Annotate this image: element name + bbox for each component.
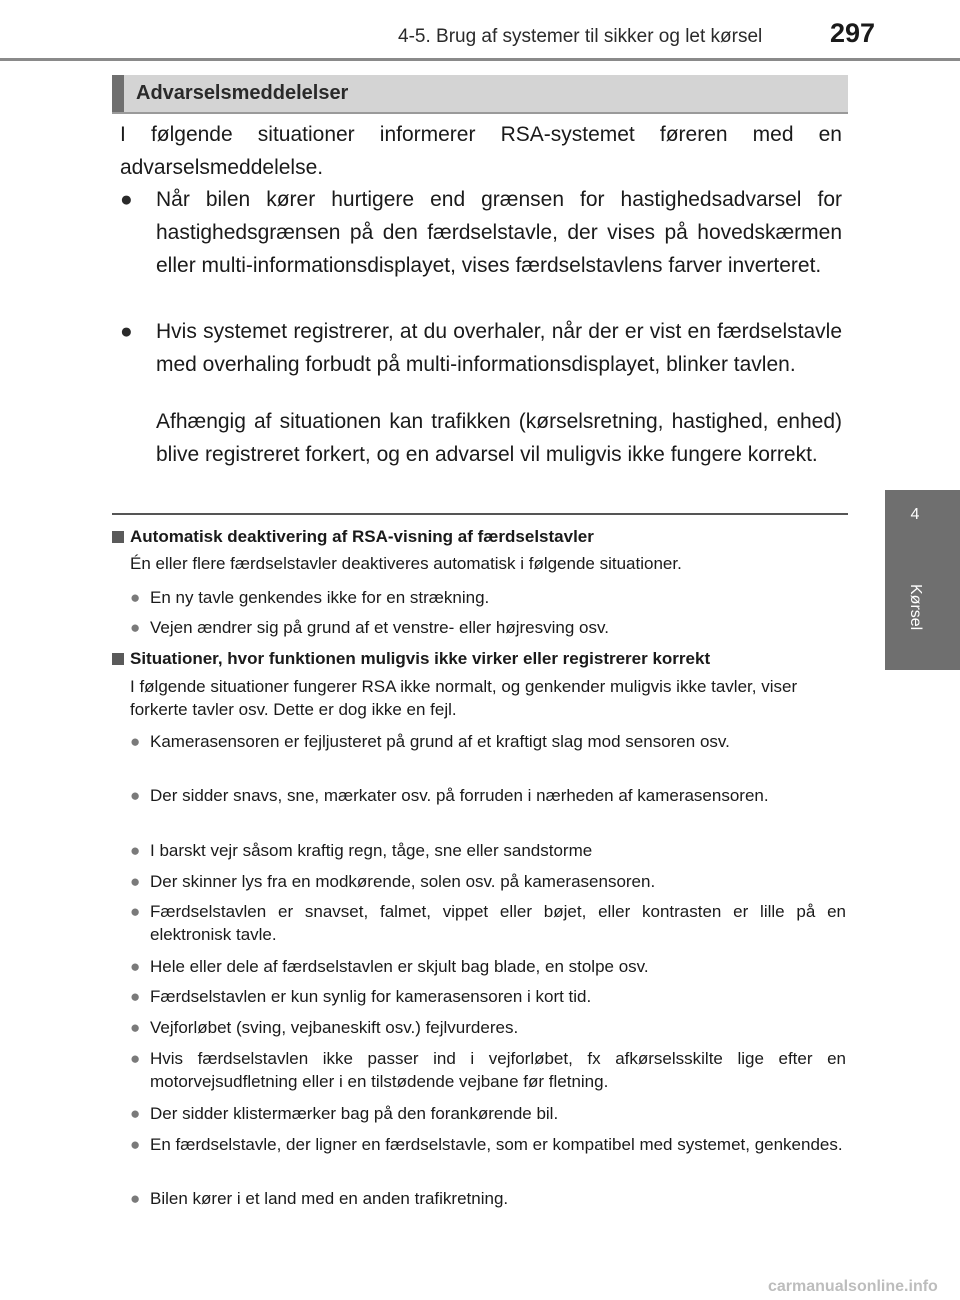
note-item [130, 616, 846, 639]
bullet-icon: ● [130, 872, 141, 891]
note-item [130, 1047, 846, 1093]
note-item-text: Færdselstavlen er snavset, falmet, vippet eller bøjet, eller kontrasten er lille på en elektronisk tavle. [150, 902, 846, 944]
section-divider [112, 513, 848, 515]
header-rule [0, 58, 960, 61]
section-title: Advarselsmeddelelser [136, 82, 349, 104]
warning-item [120, 183, 842, 282]
note-item-text: Færdselstavlen er kun synlig for kamerasensoren i kort tid. [150, 987, 592, 1006]
note-item [130, 586, 846, 609]
chapter-side-tab [885, 490, 960, 670]
side-tab-label [885, 572, 945, 642]
bullet-icon: ● [130, 1104, 141, 1123]
warning-item-text: Når bilen kører hurtigere end grænsen for hastighedsadvarsel for hastighedsgrænsen på den færdselstavle, der vises på hovedskærmen eller multi-informationsdisplayet, vises færdselstavlens farver inverteret. [156, 188, 842, 277]
bullet-icon: ● [130, 588, 141, 607]
section-heading-bar [112, 75, 124, 112]
note-item-text: Hvis færdselstavlen ikke passer ind i vejforløbet, fx afkørselsskilte lige efter en motorvejsudfletning eller i en tilstødende vejbane før fletning. [150, 1049, 846, 1091]
note-item [130, 985, 846, 1008]
note-item-text: Kamerasensoren er fejljusteret på grund af et kraftigt slag mod sensoren osv. [150, 732, 730, 751]
bullet-icon: ● [130, 1018, 141, 1037]
bullet-icon: ● [130, 786, 141, 805]
square-bullet-icon [112, 653, 124, 665]
note-item-text: Vejen ændrer sig på grund af et venstre- eller højresving osv. [150, 618, 609, 637]
note-item [130, 1102, 846, 1125]
note-heading-text: Situationer, hvor funktionen muligvis ikke virker eller registrerer korrekt [130, 649, 711, 668]
bullet-icon: ● [120, 188, 133, 211]
note-item-text: I barskt vejr såsom kraftig regn, tåge, sne eller sandstorme [150, 841, 593, 860]
note-item-text: En ny tavle genkendes ikke for en strækning. [150, 588, 490, 607]
note-item [130, 955, 846, 978]
bullet-icon: ● [130, 957, 141, 976]
bullet-icon: ● [130, 1135, 141, 1154]
note-item-text: Der sidder snavs, sne, mærkater osv. på forruden i nærheden af kamerasensoren. [150, 786, 769, 805]
note-heading [112, 647, 848, 670]
watermark-text: carmanualsonline.info [768, 1278, 938, 1295]
note-item-text: Bilen kører i et land med en anden trafikretning. [150, 1189, 509, 1208]
note-item-text: Der sidder klistermærker bag på den forankørende bil. [150, 1104, 559, 1123]
note-item [130, 1187, 846, 1210]
note-item [130, 900, 846, 946]
warning-item [120, 315, 842, 381]
bullet-icon: ● [130, 618, 141, 637]
note-item-text: Der skinner lys fra en modkørende, solen osv. på kamerasensoren. [150, 872, 656, 891]
warning-note-text: Afhængig af situationen kan trafikken (kørselsretning, hastighed, enhed) blive registreret forkert, og en advarsel vil muligvis ikke fungere korrekt. [156, 410, 842, 466]
note-body: Én eller flere færdselstavler deaktiveres automatisk i følgende situationer. [130, 554, 682, 573]
bullet-icon: ● [130, 732, 141, 751]
page-number: 297 [830, 18, 876, 48]
note-heading-text: Automatisk deaktivering af RSA-visning af færdselstavler [130, 527, 594, 546]
side-tab-number: 4 [910, 506, 920, 523]
note-item [130, 839, 846, 862]
note-item [130, 1016, 846, 1039]
side-tab-label-text: Kørsel [907, 583, 924, 631]
note-item [130, 870, 846, 893]
square-bullet-icon [112, 531, 124, 543]
warning-item-text: Hvis systemet registrerer, at du overhaler, når der er vist en færdselstavle med overhaling forbudt på multi-informationsdisplayet, blinker tavlen. [156, 320, 842, 376]
warning-note [120, 405, 842, 471]
note-item [130, 784, 846, 807]
note-item-text: Hele eller dele af færdselstavlen er skjult bag blade, en stolpe osv. [150, 957, 649, 976]
note-item-text: En færdselstavle, der ligner en færdselstavle, som er kompatibel med systemet, genkendes. [150, 1135, 843, 1154]
bullet-icon: ● [120, 320, 133, 343]
note-body: I følgende situationer fungerer RSA ikke normalt, og genkender muligvis ikke tavler, viser forkerte tavler osv. Dette er dog ikke en fejl. [130, 677, 798, 719]
note-item-text: Vejforløbet (sving, vejbaneskift osv.) fejlvurderes. [150, 1018, 519, 1037]
note-item [130, 1133, 846, 1156]
note-heading [112, 525, 848, 548]
chapter-title: 4-5. Brug af systemer til sikker og let kørsel [398, 26, 763, 47]
bullet-icon: ● [130, 1049, 141, 1068]
bullet-icon: ● [130, 1189, 141, 1208]
note-item [130, 730, 846, 753]
bullet-icon: ● [130, 841, 141, 860]
bullet-icon: ● [130, 902, 141, 921]
section-heading [112, 75, 848, 114]
section-intro: I følgende situationer informerer RSA-systemet føreren med en advarselsmeddelelse. [120, 123, 842, 179]
bullet-icon: ● [130, 987, 141, 1006]
